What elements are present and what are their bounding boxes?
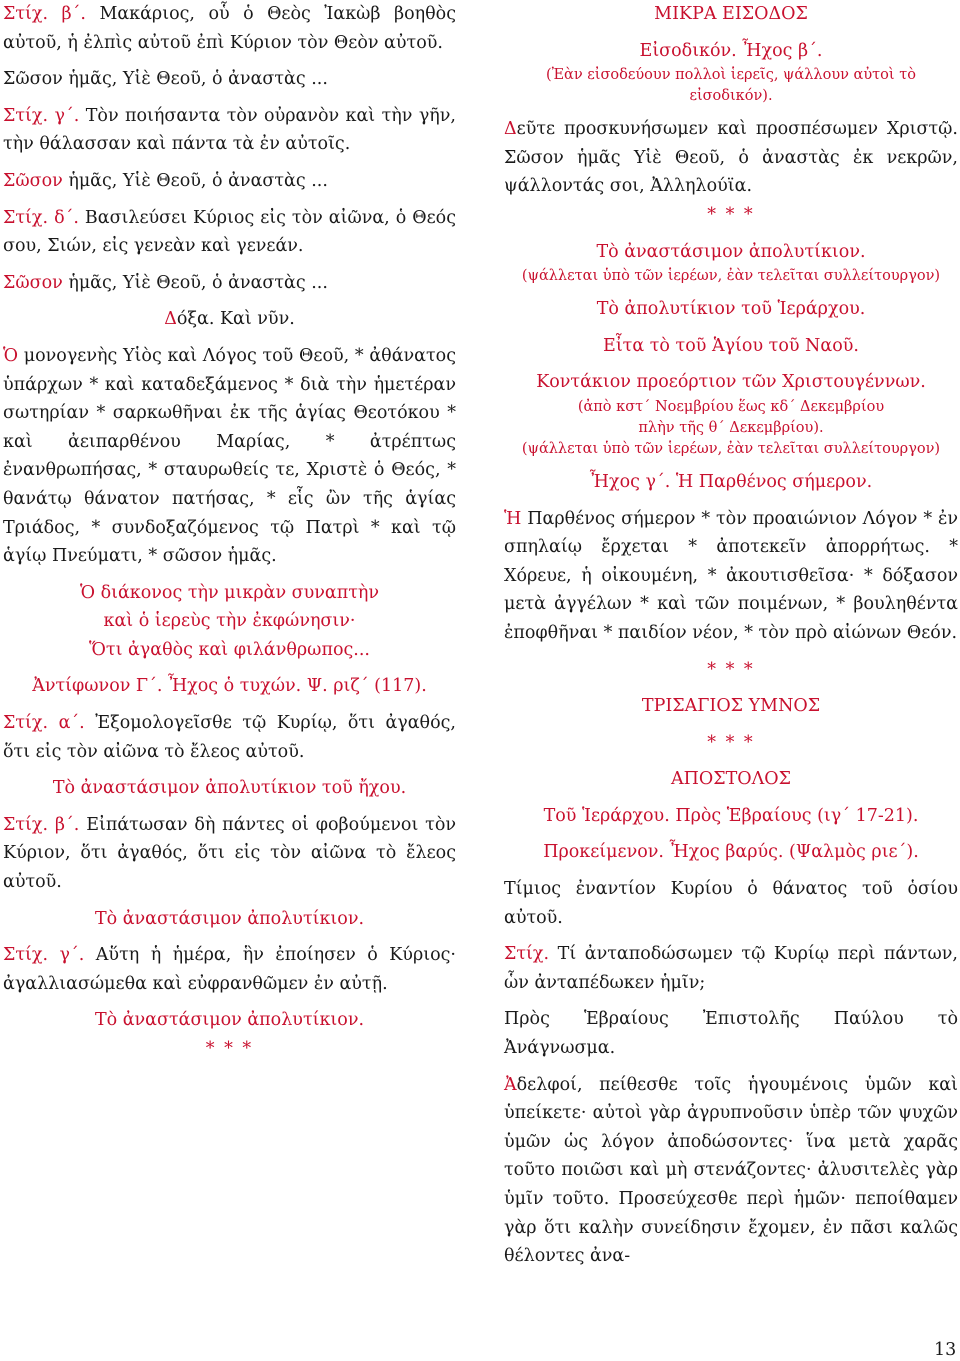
rubric-apolytikion: Τὸ ἀναστάσιμον ἀπολυτίκιον. [94,1010,365,1031]
kontakion-note: (ψάλλεται ὑπὸ τῶν ἱερέων, ἐὰν τελεῖται συλλείτουργον) [521,440,941,457]
kontakion-heading: Κοντάκιον προεόρτιον τῶν Χριστουγέννων. [536,372,926,393]
section-heading-mikra-eisodos: ΜΙΚΡΑ ΕΙΣΟΔΟΣ [654,4,808,24]
prokeimenon-heading: Προκείμενον. Ἦχος βαρύς. (Ψαλμὸς ριε΄). [543,842,919,863]
page-number: 13 [934,1340,957,1360]
section-heading-trisagion: ΤΡΙΣΑΓΙΟΣ ΥΜΝΟΣ [641,696,821,717]
verse-b2: Στίχ. β΄. Εἰπάτωσαν δὴ πάντες οἱ φοβούμενοι τὸν Κύριον, ὅτι ἀγαθός, ὅτι εἰς τὸν αἰῶνα τὸ ἔλεος αὐτοῦ. [3,814,457,893]
rubric-note: (ψάλλεται ὑπὸ τῶν ἱερέων, ἐὰν τελεῖται συλλείτουργον) [521,268,941,285]
doxa-heading: Δόξα. Καὶ νῦν. [164,309,295,330]
rubric-apolytikion: Τὸ ἀναστάσιμον ἀπολυτίκιον. [596,241,866,262]
verse-d: Στίχ. δ΄. Βασιλεύσει Κύριος εἰς τὸν αἰῶνα, ὁ Θεός σου, Σιών, εἰς γενεὰν καὶ γενεάν. [3,207,456,257]
verse-g2: Στίχ. γ΄. Αὕτη ἡ ἡμέρα, ἣν ἐποίησεν ὁ Κύριος· ἀγαλλιασώμεθα καὶ εὐφρανθῶμεν ἐν αὐτῇ. [3,945,456,994]
section-heading-apostolos: ΑΠΟΣΤΟΛΟΣ [671,769,791,790]
rubric-apolytikion: Τὸ ἀναστάσιμον ἀπολυτίκιον τοῦ ἤχου. [52,778,407,799]
hymn-parthenos: Ἡ Παρθένος σήμερον * τὸν προαιώνιον Λόγον * ἐν σπηλαίῳ ἔρχεται * ἀποτεκεῖν ἀπορρήτως. * Χόρευε, ἡ οἰκουμένη, * ἀκουτισθεῖσα· * δόξασον μετὰ ἀγγέλων * καὶ τῶν ποιμένων, * βουληθέντα ἐποφθῆναι * παιδίον νέον, * τὸν πρὸ αἰώνων Θεόν. [504,508,958,643]
prokeimenon-text: Τίμιος ἐναντίον Κυρίου ὁ θάνατος τοῦ ὁσίου αὐτοῦ. [504,879,958,928]
rubric-deacon: Ὁ διάκονος τὴν μικρὰν συναπτὴν καὶ ὁ ἱερεὺς τὴν ἐκφώνησιν· Ὅτι ἀγαθὸς καὶ φιλάνθρωπος... [79,582,380,660]
reading-reference: Τοῦ Ἱεράρχου. Πρὸς Ἑβραίους (ιγ΄ 17-21). [543,805,919,826]
antiphon-heading: Ἀντίφωνον Γ΄. Ἦχος ὁ τυχών. Ψ. ριζ΄ (117). [32,676,427,697]
epistle-text: Ἀδελφοί, πείθεσθε τοῖς ἡγουμένοις ὑμῶν καὶ ὑπείκετε· αὐτοὶ γὰρ ἀγρυπνοῦσιν ὑπὲρ τῶν ψυχῶν ὑμῶν ὡς λόγον ἀποδώσοντες· ἵνα μετὰ χαρᾶς τοῦτο ποιῶσι καὶ μὴ στενάζοντες· ἀλυσιτελὲς γὰρ ὑμῖν τοῦτο. Προσεύχεσθε περὶ ἡμῶν· πεποίθαμεν γὰρ ὅτι καλὴν συνείδησιν ἔχομεν, ἐν πᾶσι καλῶς θέλοντες ἀνα- [504,1074,958,1267]
kontakion-note: πλὴν τῆς θ΄ Δεκεμβρίου). [638,419,824,436]
eisodikon-heading: Εἰσοδικόν. Ἦχος β΄. [639,40,823,61]
hymn-deute: Δεῦτε προσκυνήσωμεν καὶ προσπέσωμεν Χριστῷ. Σῶσον ἡμᾶς Υἱὲ Θεοῦ, ὁ ἀναστὰς ἐκ νεκρῶν, ψάλλοντάς σοι, Ἀλληλούϊα. [504,119,958,197]
eisodikon-note: (Ἐὰν εἰσοδεύουν πολλοὶ ἱερεῖς, ψάλλουν αὐτοὶ τὸ εἰσοδικόν). [546,67,916,105]
kontakion-note: (ἀπὸ κστ΄ Νοεμβρίου ἕως κδ΄ Δεκεμβρίου [577,398,885,415]
prokeimenon-verse: Στίχ. Τί ἀνταποδώσωμεν τῷ Κυρίῳ περὶ πάντων, ὧν ἀνταπέδωκεν ἡμῖν; [504,944,958,993]
verse-a: Στίχ. α΄. Ἐξομολογεῖσθε τῷ Κυρίῳ, ὅτι ἀγαθός, ὅτι εἰς τὸν αἰῶνα τὸ ἔλεος αὐτοῦ. [3,713,456,762]
separator-stars: * * * [707,659,755,680]
refrain: Σῶσον ἡμᾶς, Υἱὲ Θεοῦ, ὁ ἀναστὰς ... [3,170,328,191]
refrain: Σῶσον ἡμᾶς, Υἱὲ Θεοῦ, ὁ ἀναστὰς ... [3,272,328,293]
rubric-hierarch: Τὸ ἀπολυτίκιον τοῦ Ἱεράρχου. [596,299,866,320]
hymn-monogenes: Ὁ μονογενὴς Υἱὸς καὶ Λόγος τοῦ Θεοῦ, * ἀθάνατος ὑπάρχων * καὶ καταδεξάμενος * διὰ τὴν ἡμετέραν σωτηρίαν * σαρκωθῆναι ἐκ τῆς ἁγίας Θεοτόκου * καὶ ἀειπαρθένου Μαρίας, * ἀτρέπτως ἐνανθρωπήσας, * σταυρωθείς τε, Χριστὲ ὁ Θεός, * θανάτῳ θάνατον πατήσας, * εἷς ὢν τῆς ἁγίας Τριάδος, * συνδοξαζόμενος τῷ Πατρὶ * καὶ τῷ ἁγίῳ Πνεύματι, * σῶσον ἡμᾶς. [3,345,456,567]
rubric-apolytikion: Τὸ ἀναστάσιμον ἀπολυτίκιον. [94,908,365,929]
left-column [3,0,456,1064]
separator-stars: * * * [707,204,755,225]
tone-heading: Ἦχος γ΄. Ἡ Παρθένος σήμερον. [589,471,873,492]
separator-stars: * * * [205,1039,254,1059]
separator-stars: * * * [707,732,755,753]
verse-b: Στίχ. β΄. Μακάριος, οὗ ὁ Θεὸς Ἰακὼβ βοηθὸς αὐτοῦ, ἡ ἐλπὶς αὐτοῦ ἐπὶ Κύριον τὸν Θεὸν αὐτοῦ. [3,4,457,53]
rubric-church-saint: Εἶτα τὸ τοῦ Ἁγίου τοῦ Ναοῦ. [603,335,859,356]
reading-title: Πρὸς Ἑβραίους Ἐπιστολῆς Παύλου τὸ Ἀνάγνωσμα. [504,1009,958,1059]
right-column [504,0,958,1271]
refrain: Σῶσον ἡμᾶς, Υἱὲ Θεοῦ, ὁ ἀναστὰς ... [3,69,328,90]
verse-g: Στίχ. γ΄. Τὸν ποιήσαντα τὸν οὐρανὸν καὶ τὴν γῆν, τὴν θάλασσαν καὶ πάντα τὰ ἐν αὐτοῖς. [3,105,456,155]
